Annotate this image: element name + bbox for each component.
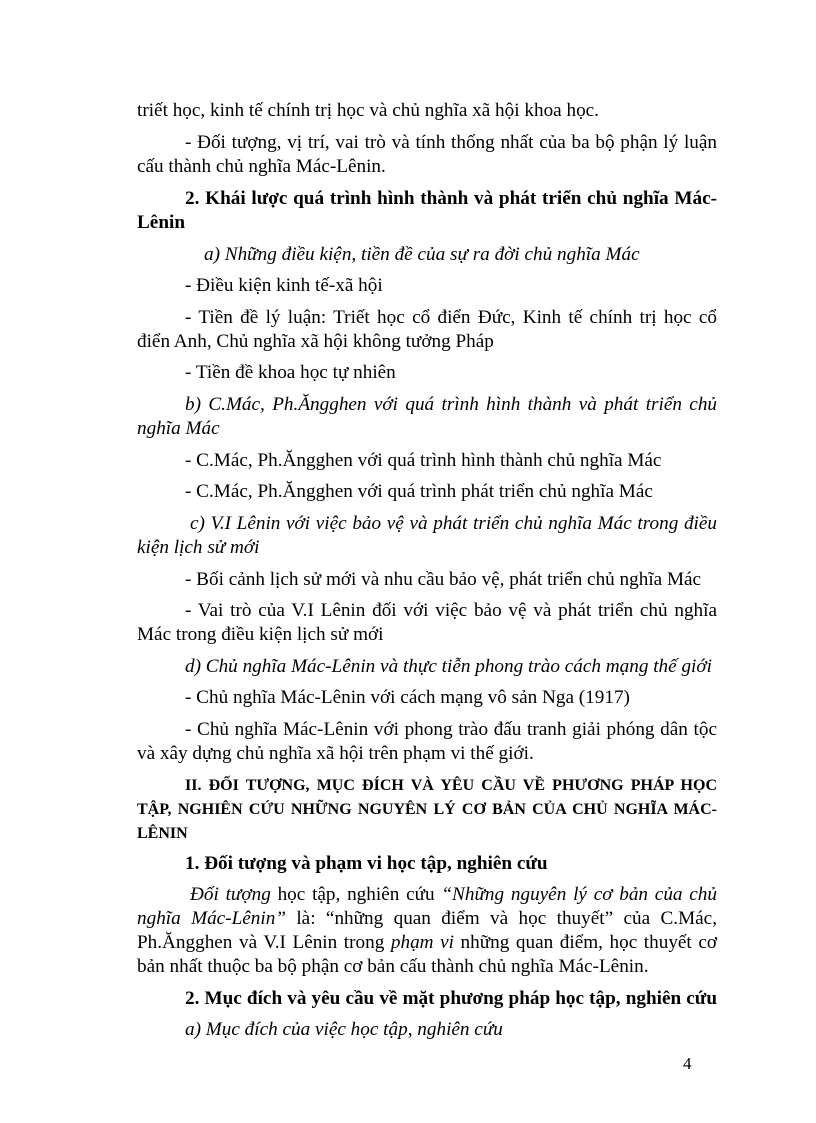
- section-heading: 2. Khái lược quá trình hình thành và phát triển chủ nghĩa Mác-: [185, 188, 717, 209]
- text-line: - Đối tượng, vị trí, vai trò và tính thống nhất của ba bộ phận lý luận: [185, 132, 717, 153]
- text-span: Ph.Ăngghen và V.I Lênin trong: [137, 932, 391, 953]
- text-line: - Tiền đề lý luận: Triết học cổ điển Đức, Kinh tế chính trị học cổ: [185, 307, 717, 328]
- emphasis-text: Đối tượng: [190, 884, 271, 905]
- emphasis-text: phạm vi: [390, 932, 454, 953]
- subsection-heading: a) Những điều kiện, tiền đề của sự ra đời chủ nghĩa Mác: [204, 244, 640, 265]
- chapter-heading: TẬP, NGHIÊN CỨU NHỮNG NGUYÊN LÝ CƠ BẢN CỦA CHỦ NGHĨA MÁC-: [137, 801, 717, 818]
- text-line: [190, 883, 717, 907]
- text-span: những quan điểm, học thuyết cơ: [453, 932, 717, 953]
- text-line: - Chủ nghĩa Mác-Lênin với cách mạng vô sản Nga (1917): [185, 687, 630, 708]
- text-span: là: “những quan điểm và học thuyết” của C.Mác,: [285, 908, 717, 929]
- text-line: - Vai trò của V.I Lênin đối với việc bảo vệ và phát triển chủ nghĩa: [185, 600, 717, 621]
- page-number: 4: [683, 1054, 692, 1073]
- text-line: - Bối cảnh lịch sử mới và nhu cầu bảo vệ, phát triển chủ nghĩa Mác: [185, 569, 702, 590]
- section-heading: Lênin: [137, 212, 185, 233]
- text-line: Mác trong điều kiện lịch sử mới: [137, 624, 384, 645]
- text-line: [137, 907, 717, 931]
- text-line: - C.Mác, Ph.Ăngghen với quá trình hình thành chủ nghĩa Mác: [185, 450, 662, 471]
- chapter-heading: II. ĐỐI TƯỢNG, MỤC ĐÍCH VÀ YÊU CẦU VỀ PHƯƠNG PHÁP HỌC: [185, 777, 717, 794]
- text-line: - Tiền đề khoa học tự nhiên: [185, 362, 396, 383]
- text-line: triết học, kinh tế chính trị học và chủ nghĩa xã hội khoa học.: [137, 100, 599, 121]
- text-line: cấu thành chủ nghĩa Mác-Lênin.: [137, 156, 386, 177]
- section-heading: 1. Đối tượng và phạm vi học tập, nghiên cứu: [185, 853, 548, 874]
- quoted-title: “Những nguyên lý cơ bản của chủ: [441, 884, 717, 905]
- subsection-heading: c) V.I Lênin với việc bảo vệ và phát triển chủ nghĩa Mác trong điều: [190, 513, 717, 534]
- subsection-heading: a) Mục đích của việc học tập, nghiên cứu: [185, 1019, 503, 1040]
- text-line: bản nhất thuộc ba bộ phận cơ bản cấu thành chủ nghĩa Mác-Lênin.: [137, 956, 649, 977]
- chapter-heading: LÊNIN: [137, 825, 188, 842]
- section-heading: 2. Mục đích và yêu cầu về mặt phương pháp học tập, nghiên cứu: [185, 988, 717, 1009]
- text-line: [137, 931, 717, 955]
- text-span: học tập, nghiên cứu: [270, 884, 442, 905]
- quoted-title: nghĩa Mác-Lênin”: [137, 908, 286, 929]
- text-line: điển Anh, Chủ nghĩa xã hội không tưởng Pháp: [137, 331, 494, 352]
- subsection-heading: nghĩa Mác: [137, 418, 220, 439]
- text-line: - Chủ nghĩa Mác-Lênin với phong trào đấu tranh giải phóng dân tộc: [185, 719, 717, 740]
- subsection-heading: b) C.Mác, Ph.Ăngghen với quá trình hình thành và phát triển chủ: [185, 394, 717, 415]
- text-line: và xây dựng chủ nghĩa xã hội trên phạm vi thế giới.: [137, 743, 534, 764]
- text-line: - Điều kiện kinh tế-xã hội: [185, 275, 383, 296]
- subsection-heading: kiện lịch sử mới: [137, 537, 260, 558]
- text-line: - C.Mác, Ph.Ăngghen với quá trình phát triển chủ nghĩa Mác: [185, 481, 653, 502]
- subsection-heading: d) Chủ nghĩa Mác-Lênin và thực tiễn phong trào cách mạng thế giới: [185, 656, 712, 677]
